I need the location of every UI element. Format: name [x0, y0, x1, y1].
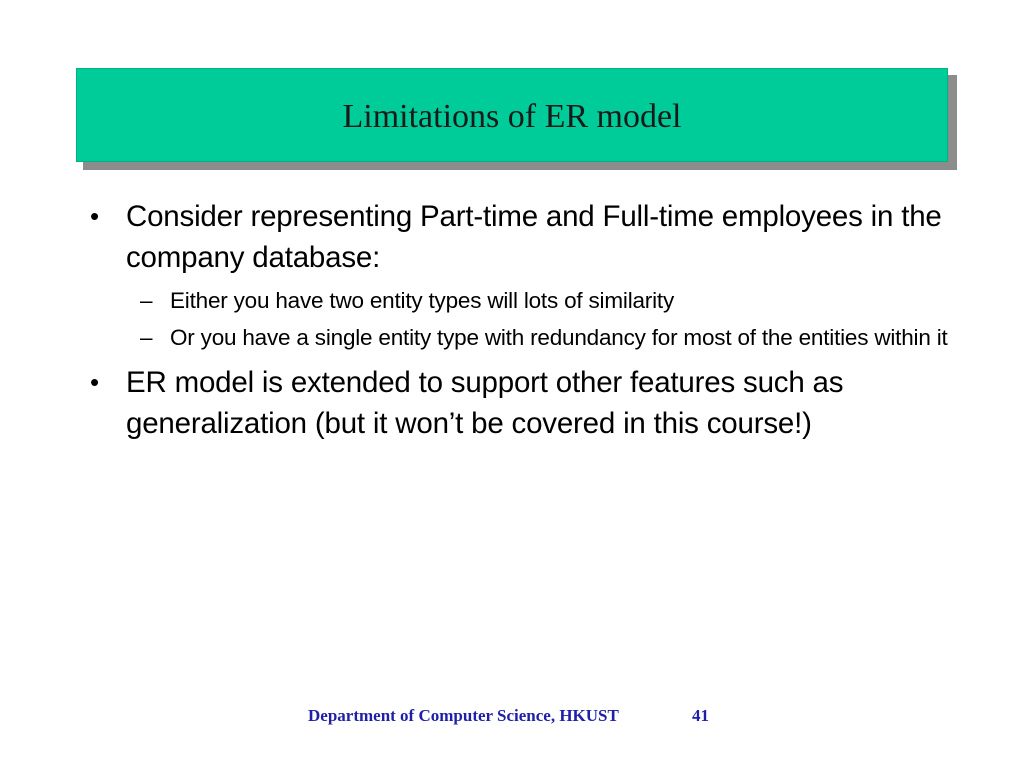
title-box [76, 68, 948, 162]
subbullet-text: Either you have two entity types will lots of similarity [170, 288, 674, 313]
subbullet-text: Or you have a single entity type with redundancy for most of the entities within it [170, 325, 948, 350]
subbullet-marker: – [140, 288, 153, 313]
bullet-marker: • [90, 367, 99, 397]
bullet-item [90, 362, 960, 444]
bullet-text: Consider representing Part-time and Full-time employees in the company database: [126, 200, 942, 274]
subbullet-list [90, 284, 960, 354]
subbullet-item [90, 321, 960, 354]
footer-department: Department of Computer Science, HKUST [308, 706, 619, 725]
bullet-item [90, 196, 960, 278]
subbullet-marker: – [140, 325, 153, 350]
subbullet-item [90, 284, 960, 317]
page-number: 41 [692, 706, 709, 725]
bullet-text: ER model is extended to support other features such as generalization (but it won’t be covered in this course!) [126, 366, 844, 440]
slide-content [90, 196, 960, 450]
bullet-marker: • [90, 201, 99, 231]
slide-title: Limitations of ER model [342, 98, 682, 135]
